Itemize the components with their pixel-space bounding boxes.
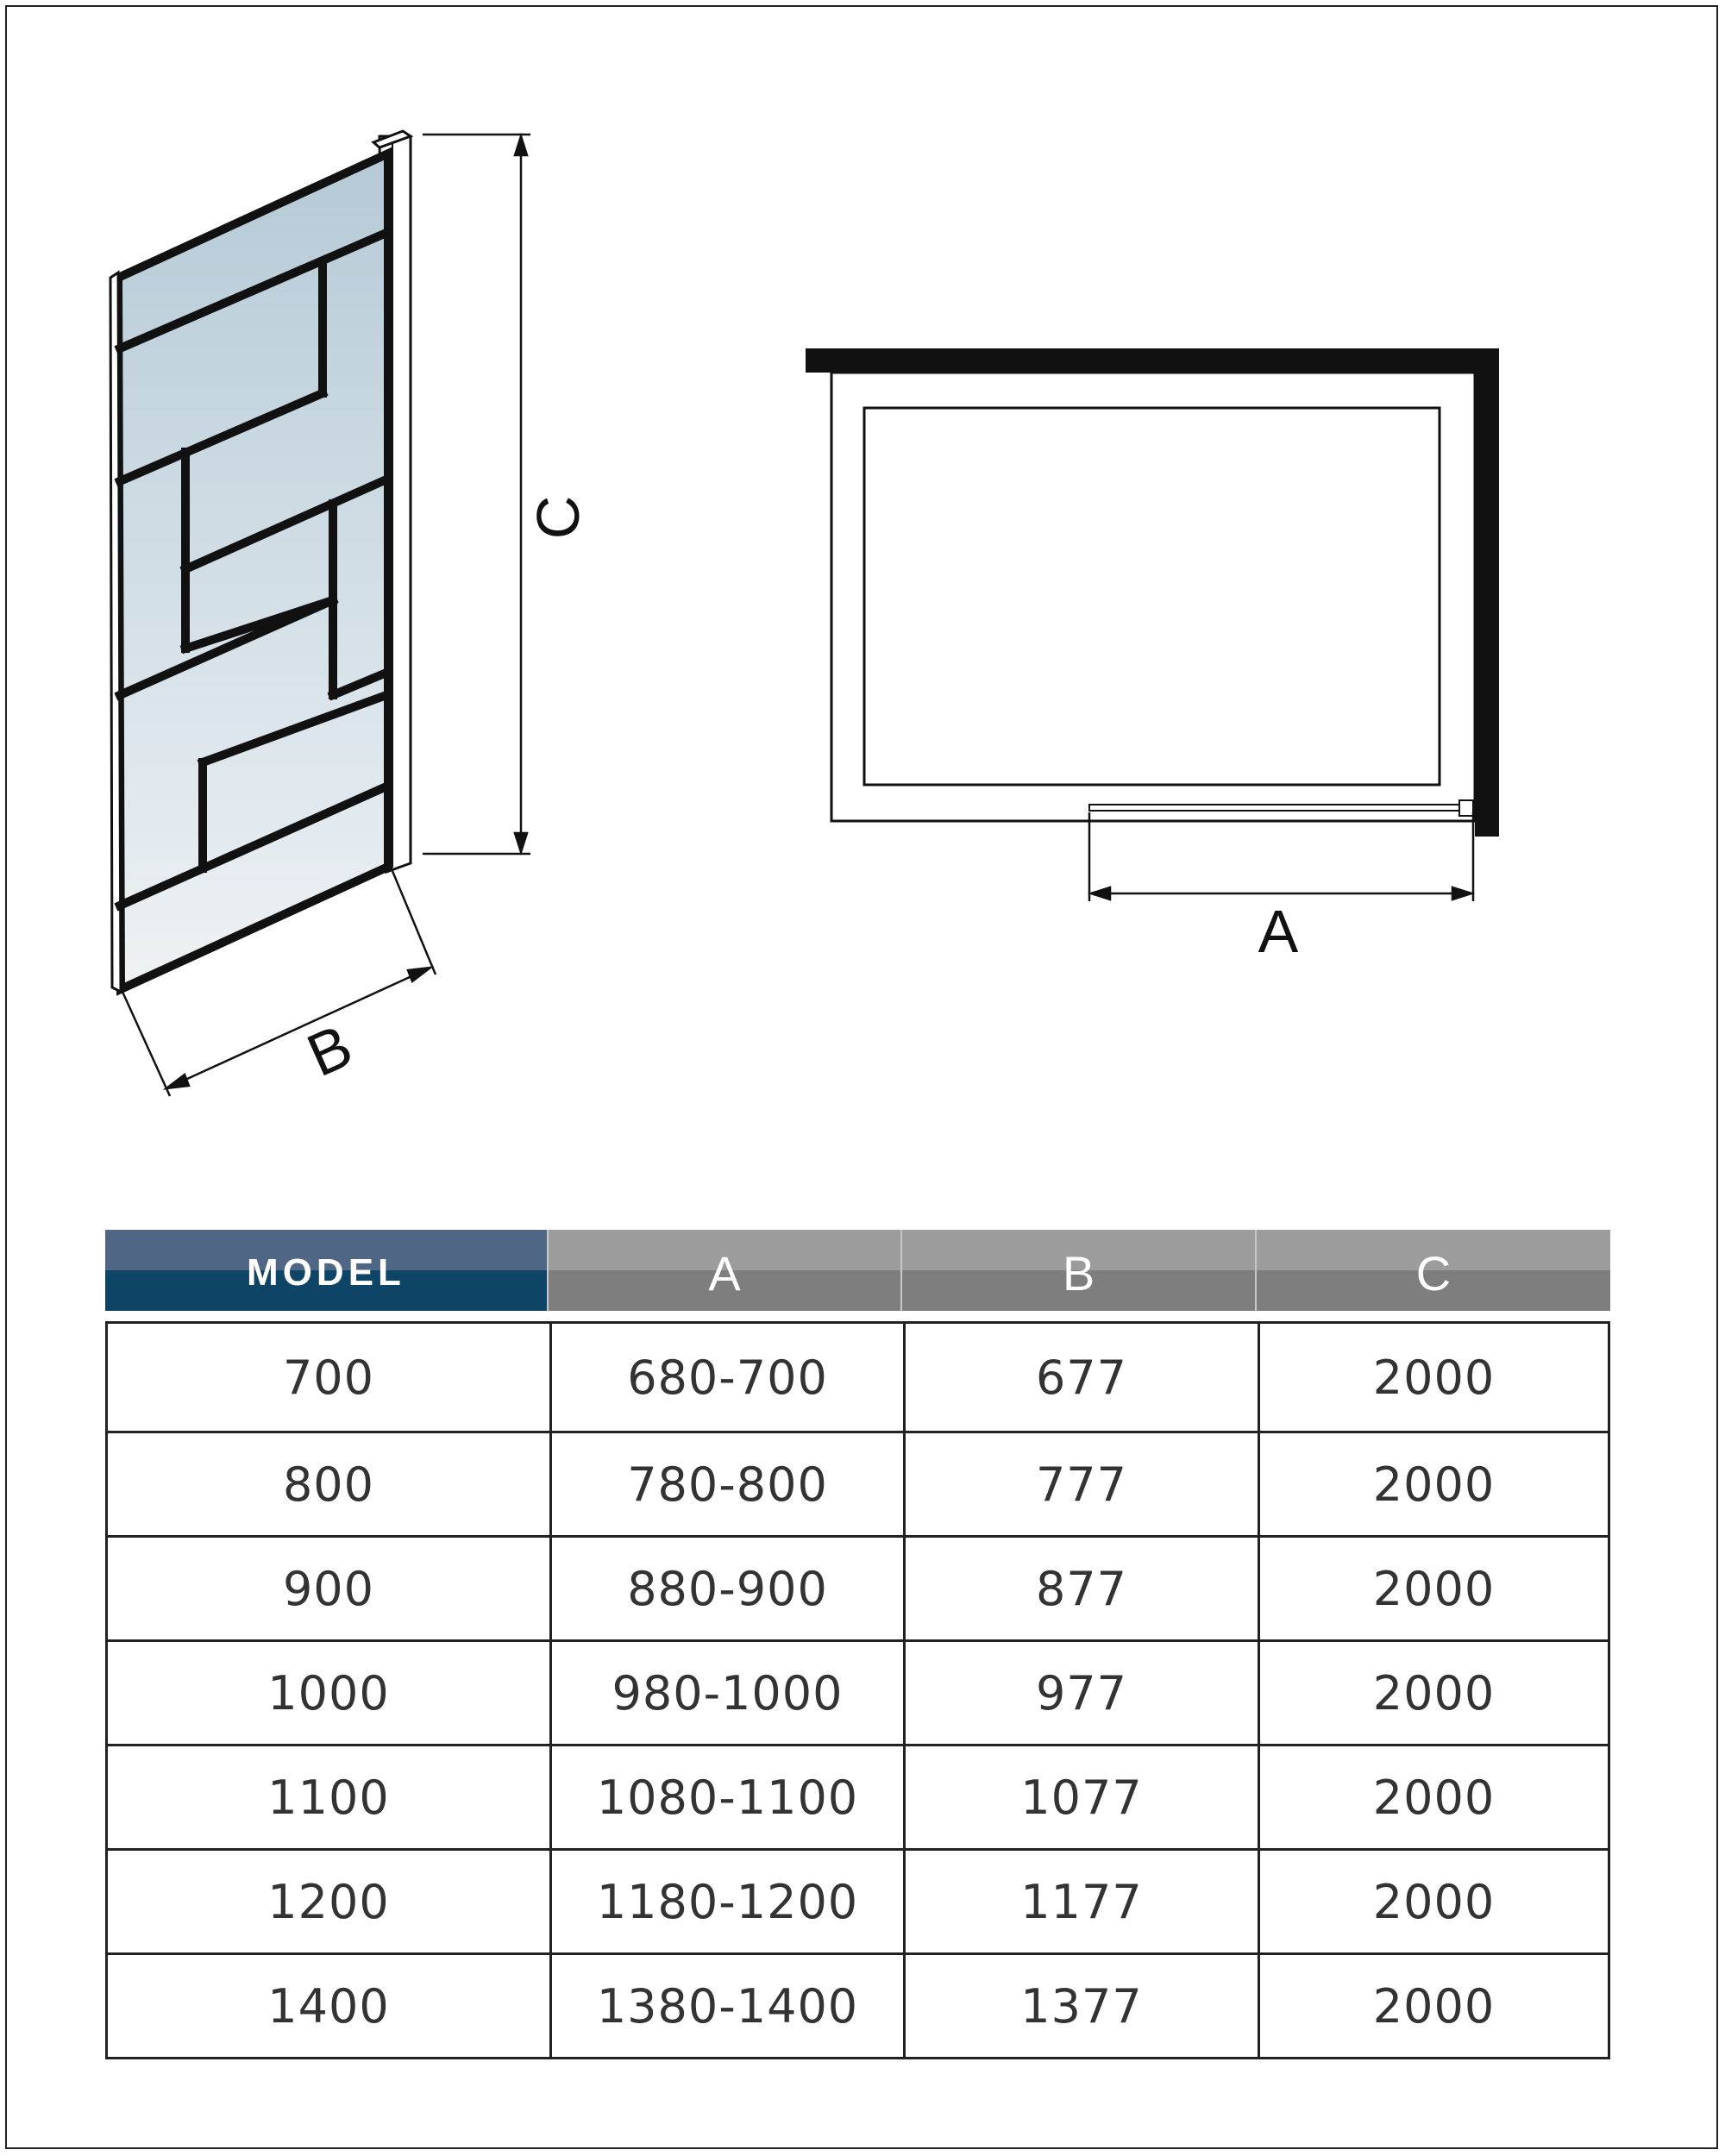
cell-a: 1080-1100 (549, 1746, 903, 1848)
cell-a: 980-1000 (549, 1642, 903, 1744)
glass-panel-plan (1089, 805, 1464, 811)
cell-model: 1200 (267, 1874, 390, 1929)
cell-b: 677 (903, 1324, 1258, 1431)
cell-c: 2000 (1258, 1642, 1608, 1744)
table-row (108, 1324, 1608, 1431)
shower-tray-inner (864, 408, 1440, 785)
cell-c: 2000 (1258, 1324, 1608, 1431)
dimension-label-c: C (524, 495, 592, 540)
cell-b: 1377 (903, 1955, 1258, 2057)
cell-a: 780-800 (549, 1433, 903, 1535)
dimension-label-b: B (298, 1011, 362, 1090)
cell-c: 2000 (1258, 1851, 1608, 1952)
table-row (108, 1848, 1608, 1952)
glass-panel (118, 154, 388, 989)
table-row (108, 1535, 1608, 1639)
cell-b: 977 (903, 1642, 1258, 1744)
cell-a: 1180-1200 (549, 1851, 903, 1952)
cell-a: 1380-1400 (549, 1955, 903, 2057)
plan-view (806, 348, 1499, 965)
table-row (108, 1639, 1608, 1744)
table-body (105, 1321, 1610, 2059)
header-model: MODEL (105, 1230, 547, 1311)
back-wall (806, 348, 1499, 373)
cell-model: 1000 (267, 1665, 390, 1720)
cell-b: 1077 (903, 1746, 1258, 1848)
table-row (108, 1952, 1608, 2057)
spec-table (105, 1230, 1610, 2059)
cell-a: 880-900 (549, 1538, 903, 1639)
header-c: C (1255, 1230, 1610, 1311)
cell-b: 877 (903, 1538, 1258, 1639)
table-row (108, 1744, 1608, 1848)
cell-model: 1400 (267, 1978, 390, 2034)
cell-c: 2000 (1258, 1538, 1608, 1639)
panel-3d-view (110, 131, 592, 1096)
cell-model: 900 (282, 1561, 375, 1616)
table-row (108, 1431, 1608, 1535)
cell-c: 2000 (1258, 1433, 1608, 1535)
table-header (105, 1230, 1610, 1311)
wall-profile-plan (1459, 800, 1473, 816)
header-b: B (900, 1230, 1255, 1311)
side-wall (1475, 348, 1499, 837)
cell-a: 680-700 (549, 1324, 903, 1431)
cell-model: 700 (282, 1350, 375, 1405)
dimension-c (423, 135, 530, 854)
cell-model: 1100 (267, 1770, 390, 1825)
cell-c: 2000 (1258, 1746, 1608, 1848)
cell-b: 777 (903, 1433, 1258, 1535)
cell-model: 800 (282, 1457, 375, 1512)
cell-c: 2000 (1258, 1955, 1608, 2057)
cell-b: 1177 (903, 1851, 1258, 1952)
dimension-a (1089, 812, 1473, 901)
header-a: A (547, 1230, 900, 1311)
dimension-label-a: A (1258, 898, 1299, 965)
